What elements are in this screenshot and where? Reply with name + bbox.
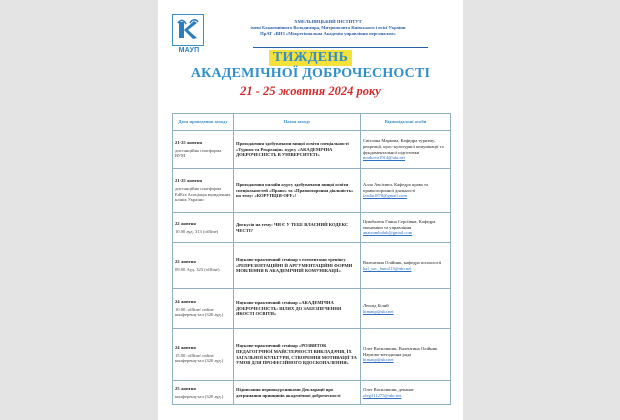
event-name: Науково-практичний семінар з елементами тренінгу «РЕПРЕЗЕНТАЦІЙНІ Й АРГУМЕНТАЦІЙНІ ФОРМИ МОВЛЕННЯ В АКАДЕМІЧНІЙ КОМУНІКАЦІЇ» xyxy=(234,243,361,289)
table-header-row xyxy=(173,114,451,131)
responsible-person: Цимбалюк Ганна Сергіївна, Кафедра економіки та управління xyxy=(363,219,436,230)
responsible-cell xyxy=(361,243,451,289)
institute-patron: імені Блаженнішого Володимира, Митрополита Київського і всієї України xyxy=(250,25,406,30)
responsible-person: Алла Авсієвич, Кафедра права та правоохоронної діяльності xyxy=(363,182,429,193)
table-row xyxy=(173,243,451,289)
event-name: Проходження онлайн курсу здобувачами вищої освіти спеціальностей «Право» та «Правоохоронна діяльність» на тему: «КОРУПЦІЯ-OFF»! xyxy=(234,169,361,213)
table-row xyxy=(173,289,451,329)
event-place: дистанційна платформа EdEra Асоціація юридичних клінік України xyxy=(175,185,231,203)
event-name: Науково-практичний семінар «РОЗВИТОК ПЕДАГОГІЧНОЇ МАЙСТЕРНОСТІ ВИКЛАДАЧІВ, ЇХ ЗАГАЛЬНОЇ КУЛЬТУРИ, СТВОРЕННЯ МОТИВАЦІЇ ТА УМОВ ДЛЯ ПРОФЕСІЙНОГО ВДОСКОНАЛЕННЯ» xyxy=(234,329,361,381)
responsible-person: Світлана Маркова, Кафедра туризму, рекреації, крос-культурної комунікації та фундаментальної підготовки xyxy=(363,138,444,155)
table-row xyxy=(173,213,451,243)
table-row xyxy=(173,329,451,381)
event-name: Дискусія на тему: ЧИ Є У ТЕБЕ ВЛАСНИЙ КОДЕКС ЧЕСТІ? xyxy=(234,213,361,243)
logo-emblem-icon xyxy=(172,14,204,46)
email-link[interactable]: anatsumbaluk@gmail.com xyxy=(363,230,413,236)
event-place: 10.00. offline/ online конференц-зал (320 ауд.) xyxy=(175,306,224,318)
date-cell xyxy=(173,131,234,169)
email-link[interactable]: himaup@ukr.net xyxy=(363,357,394,363)
event-date: 25 жовтня xyxy=(175,385,196,391)
header-date: Дата проведення заходу xyxy=(173,114,234,131)
institute-parent: ПрАТ «ВНЗ «Міжрегіональна Академія управління персоналом» xyxy=(260,31,396,36)
event-place: 15.00. offline/ online конференц-зал (320 ауд.) xyxy=(175,352,224,364)
email-link[interactable]: oleg311275@ukr.net xyxy=(363,392,402,398)
header-event: Назва заходу xyxy=(234,114,361,131)
event-name: Науково-практичний семінар «АКАДЕМІЧНА ДОБРОЧЕСНІСТЬ: ШЛЯХ ДО ЗАБЕЗПЕЧЕННЯ ЯКОСТІ ОСВІТИ» xyxy=(234,289,361,329)
date-cell xyxy=(173,213,234,243)
table-row xyxy=(173,169,451,213)
responsible-person: Леонід Білий xyxy=(363,302,389,308)
responsible-person: Олег Василишин, Валентина Олійник Науково-методична рада xyxy=(363,346,438,357)
institute-name: ХМЕЛЬНИЦЬКИЙ ІНСТИТУТ xyxy=(294,19,362,24)
responsible-cell xyxy=(361,381,451,405)
responsible-cell xyxy=(361,329,451,381)
date-cell xyxy=(173,169,234,213)
page-title-line-2: АКАДЕМІЧНОЇ ДОБРОЧЕСНОСТІ xyxy=(190,66,431,81)
logo-text: МАУП xyxy=(178,47,200,54)
event-place: 09.00 Ауд. 323 (offline) xyxy=(175,266,220,272)
responsible-cell xyxy=(361,131,451,169)
responsible-person: Олег Василишин, деканат xyxy=(363,386,414,392)
date-cell xyxy=(173,381,234,405)
event-date: 22 жовтня xyxy=(175,220,196,226)
event-name: Проходження здобувачами вищої освіти спеціальності «Туризм та Рекреація» курсу «АКАДЕМІЧНА ДОБРОЧЕСНІСТЬ В УНІВЕРСИТЕТІ» xyxy=(234,131,361,169)
event-date: 24 жовтня xyxy=(175,299,196,305)
header-responsible: Відповідальні особи xyxy=(361,114,451,131)
events-table xyxy=(172,113,451,405)
event-dates: 21 - 25 жовтня 2024 року xyxy=(240,84,381,98)
responsible-cell xyxy=(361,213,451,243)
title-line-1-wrap xyxy=(158,48,463,66)
event-date: 24 жовтня xyxy=(175,345,196,351)
table-row xyxy=(173,381,451,405)
event-place: конференц-зал (320 ауд.) xyxy=(175,393,224,399)
responsible-person: Валентина Олійник, кафедра психології xyxy=(363,259,442,265)
table-row xyxy=(173,131,451,169)
event-date: 21-25 жовтня xyxy=(175,140,203,146)
event-place: дистанційна платформа ВУМ xyxy=(175,147,222,159)
email-link[interactable]: himaup@ukr.net xyxy=(363,308,394,314)
event-date: 22 жовтня xyxy=(175,258,196,264)
date-cell xyxy=(173,329,234,381)
responsible-cell xyxy=(361,169,451,213)
email-link[interactable]: markova1914@ukr.net xyxy=(363,155,406,161)
responsible-cell xyxy=(361,289,451,329)
email-link[interactable]: kaf_soc_hum213@ukr.net xyxy=(363,265,412,271)
date-cell xyxy=(173,289,234,329)
date-cell xyxy=(173,243,234,289)
event-date: 21-25 жовтня xyxy=(175,178,203,184)
event-name: Підписання першокурсниками Декларації про дотримання принципів академічної доброчесності xyxy=(234,381,361,405)
email-link[interactable]: faisha1878@gmail.com xyxy=(363,193,407,199)
institute-header xyxy=(208,19,448,37)
document-page xyxy=(158,0,463,420)
page-title-line-1: ТИЖДЕНЬ xyxy=(269,50,352,66)
event-place: 10.00 ауд. 313 (offline) xyxy=(175,228,219,234)
